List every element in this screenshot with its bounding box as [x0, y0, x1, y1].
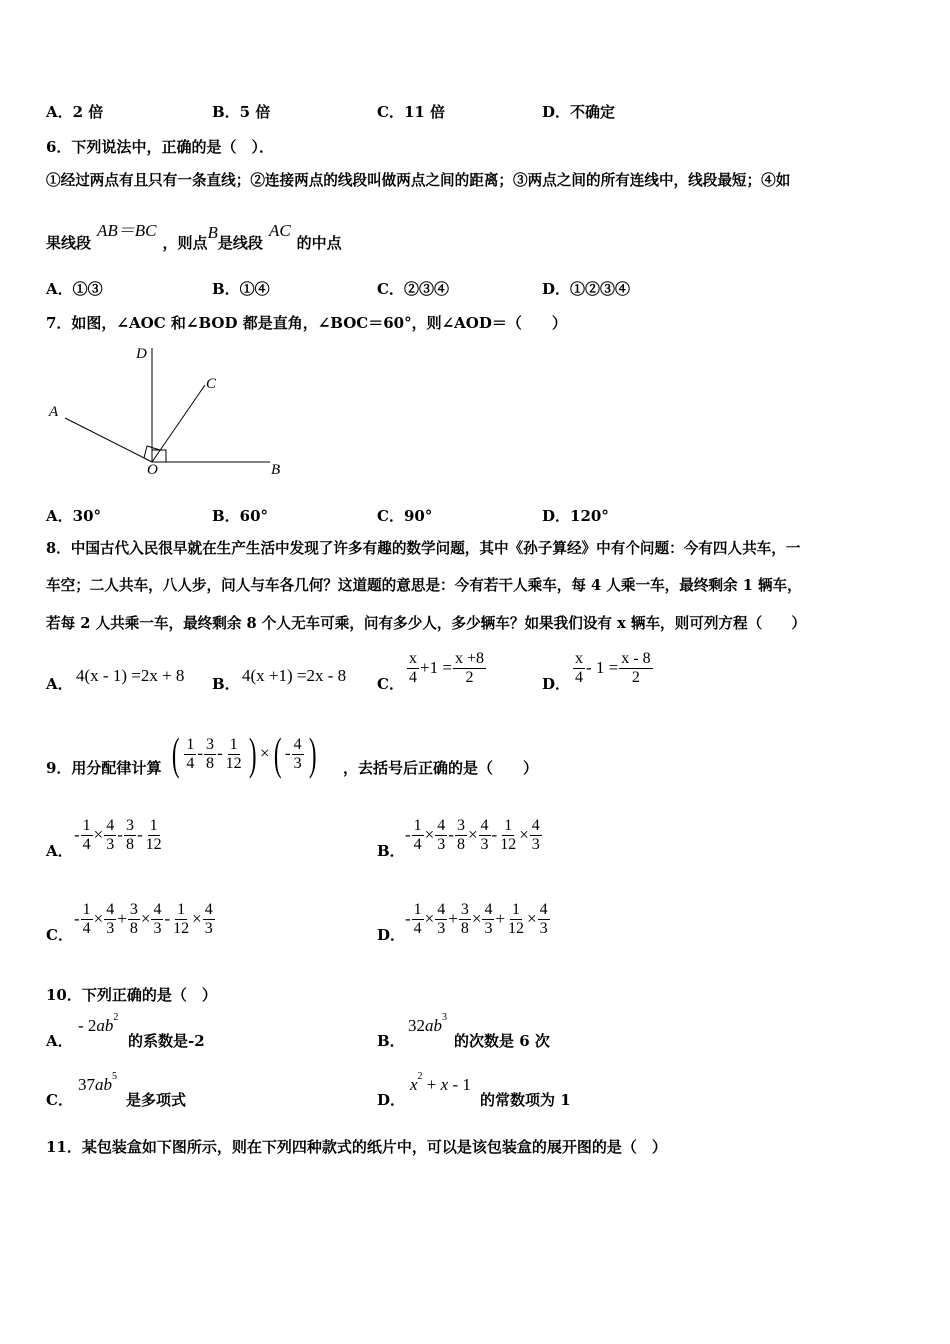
q10-option-a-text: 的系数是-2: [128, 1032, 205, 1050]
q9-option-c-label: C．: [46, 926, 73, 944]
q8-option-a-label: A．: [46, 675, 73, 693]
q8-option-d-label: D．: [542, 675, 571, 693]
q6-expr-ab-bc: AB＝BC: [97, 221, 157, 240]
q8-option-c-label: C．: [377, 675, 404, 693]
q10-option-b-label: B．: [377, 1032, 405, 1050]
q10-option-c-label: C．: [46, 1091, 73, 1109]
label-o: O: [147, 462, 158, 478]
q5-option-a: A．2 倍: [46, 103, 104, 121]
q9-option-a-label: A．: [46, 842, 73, 860]
q8-option-c-equation: $\frac{x}{4}$ +1 = $\frac{x +8}{2}$: [409, 650, 484, 686]
q7-option-a: A．30°: [46, 507, 102, 525]
q10-option-d-label: D．: [377, 1091, 406, 1109]
q5-option-d: D．不确定: [542, 103, 616, 121]
q10-option-c-expression: $37ab^5$: [78, 1071, 117, 1094]
q9-expression: ( $\frac{1}{4}$ - $\frac{3}{8}$ - $\frac{1}{12}$ ) ×( - $\frac{4}{3}$ ): [171, 728, 317, 779]
q10-stem: 10．下列正确的是（ ）: [46, 986, 217, 1004]
q7-option-b: B．60°: [212, 507, 269, 525]
q7-option-d: D．120°: [542, 507, 609, 525]
label-b: B: [271, 462, 281, 478]
q7-option-c: C．90°: [377, 507, 433, 525]
q8-stem-line2: 车空；二人共车，八人步，问人与车各几何？这道题的意思是：今有若干人乘车，每 4 人乘一车，最终剩余 1 辆车，: [46, 577, 802, 594]
q9-option-b-expression: - $\frac{1}{4}$ × $\frac{4}{3}$ - $\frac{3}{8}$ × $\frac{4}{3}$ - $\frac{1}{12}$ × $\frac{4}{3}$: [405, 817, 540, 853]
q10-option-b-text: 的次数是 6 次: [454, 1032, 550, 1050]
q9-option-b-label: B．: [377, 842, 405, 860]
q8-option-b-label: B．: [212, 675, 240, 693]
q9-option-c-expression: - $\frac{1}{4}$ × $\frac{4}{3}$ + $\frac{3}{8}$ × $\frac{4}{3}$ - $\frac{1}{12}$ × $\frac{4}{3}$: [74, 901, 213, 937]
q9-option-d-label: D．: [377, 926, 406, 944]
q6-expr-ac: AC: [268, 221, 291, 240]
q6-stem: 6．下列说法中，正确的是（ ）．: [46, 138, 274, 156]
q10-option-a-label: A．: [46, 1032, 73, 1050]
q9-option-d-expression: - $\frac{1}{4}$ × $\frac{4}{3}$ + $\frac{3}{8}$ × $\frac{4}{3}$ + $\frac{1}{12}$ × $\frac{4}{3}$: [405, 901, 548, 937]
q5-option-c: C．11 倍: [377, 103, 446, 121]
q8-option-a-equation: 4(x - 1) =2x + 8: [76, 666, 185, 685]
q7-angle-figure: [40, 340, 300, 485]
q9-stem-suffix: ，去括号后正确的是（ ）: [343, 759, 539, 777]
q6-option-c: C．②③④: [377, 280, 449, 298]
q10-option-b-expression: $32ab^3$: [408, 1012, 447, 1035]
q6-statement-line1: ①经过两点有且只有一条直线；②连接两点的线段叫做两点之间的距离；③两点之间的所有连线中，线段最短；④如: [46, 172, 791, 189]
q5-option-b: B．5 倍: [212, 103, 271, 121]
q6-option-a: A．①③: [46, 280, 103, 298]
q8-option-b-equation: 4(x +1) =2x - 8: [242, 666, 347, 685]
q6-option-b: B．①④: [212, 280, 270, 298]
q9-stem-prefix: 9．用分配律计算: [46, 759, 162, 777]
ray-oa: [65, 418, 152, 462]
label-c: C: [206, 376, 217, 392]
label-d: D: [136, 346, 147, 362]
q6-statement-line2: 果线段AB＝BC，则点B是线段AC的中点: [46, 221, 342, 252]
q8-option-d-equation: $\frac{x}{4}$ - 1 = $\frac{x - 8}{2}$: [575, 650, 651, 686]
q6-point-b: B: [207, 223, 218, 242]
q10-option-c-text: 是多项式: [126, 1091, 187, 1109]
q10-option-d-text: 的常数项为 1: [480, 1091, 571, 1109]
q11-stem: 11．某包装盒如下图所示，则在下列四种款式的纸片中，可以是该包装盒的展开图的是（ ）: [46, 1138, 667, 1156]
q9-option-a-expression: - $\frac{1}{4}$ × $\frac{4}{3}$ - $\frac{3}{8}$ - $\frac{1}{12}$: [74, 817, 162, 853]
q10-option-d-expression: $x^2 + x - 1$: [410, 1071, 471, 1094]
q6-option-d: D．①②③④: [542, 280, 631, 298]
q7-stem: 7．如图，∠AOC 和∠BOD 都是直角，∠BOC＝60°，则∠AOD＝（ ）: [46, 314, 567, 332]
label-a: A: [49, 404, 59, 420]
q8-stem-line1: 8．中国古代入民很早就在生产生活中发现了许多有趣的数学问题，其中《孙子算经》中有个问题：今有四人共车，一: [46, 540, 801, 557]
q10-option-a-expression: - $2ab^2$: [78, 1012, 119, 1035]
q8-stem-line3: 若每 2 人共乘一车，最终剩余 8 个人无车可乘，问有多少人，多少辆车？如果我们设有 x 辆车，则可列方程（ ）: [46, 615, 806, 632]
